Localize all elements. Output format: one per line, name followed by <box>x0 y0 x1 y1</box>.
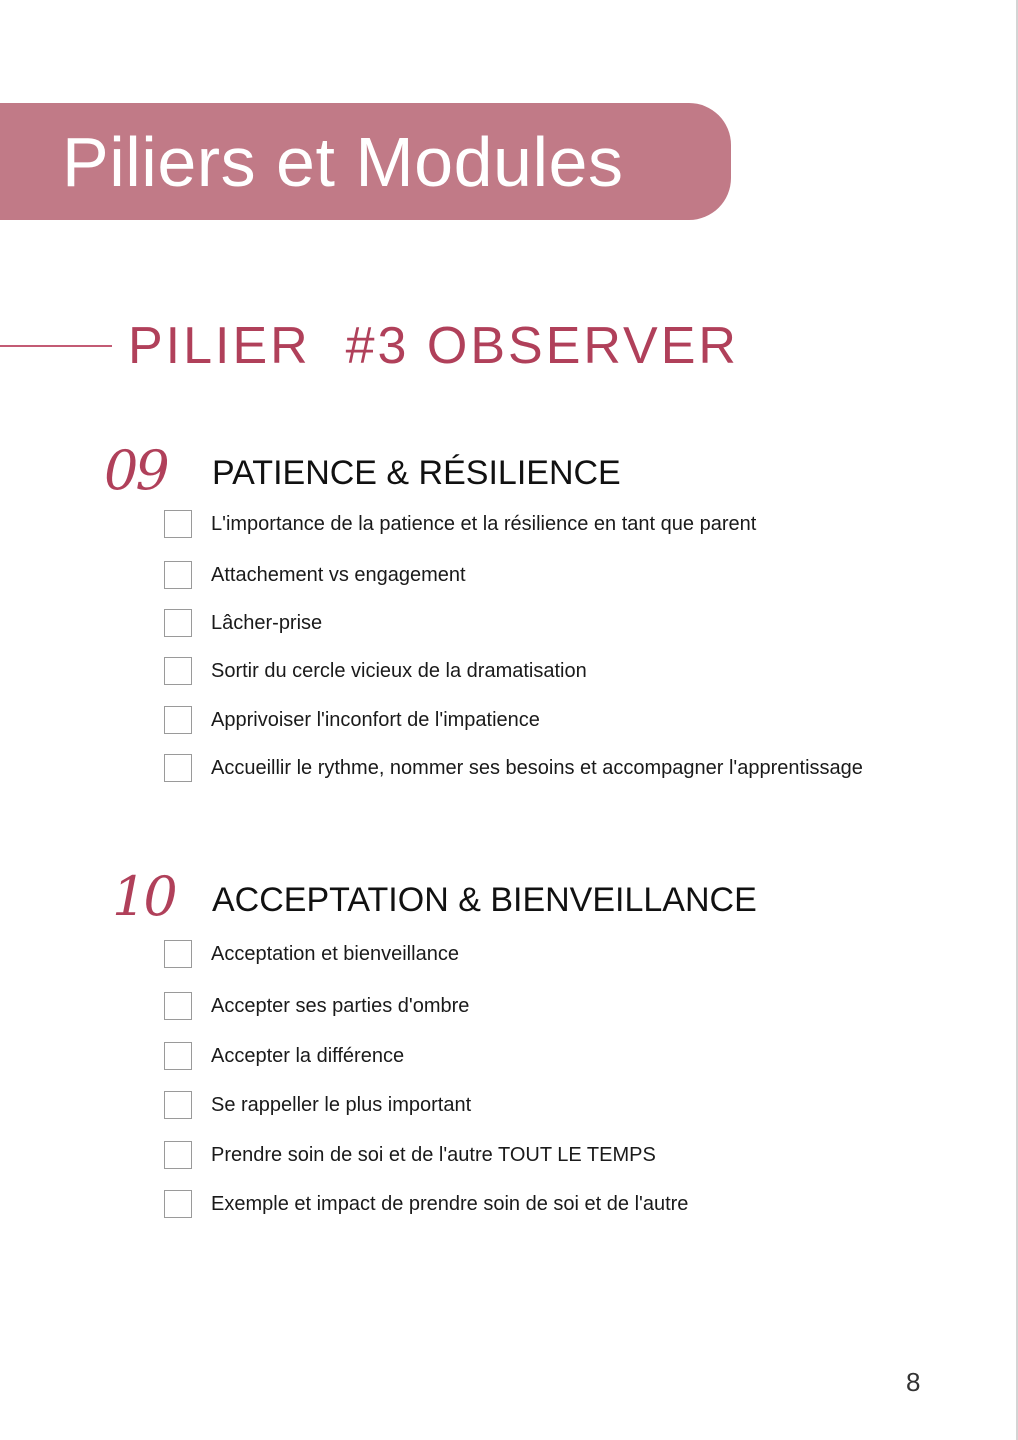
checklist-item[interactable] <box>164 509 756 539</box>
module-title: PATIENCE & RÉSILIENCE <box>212 454 621 492</box>
module-title: ACCEPTATION & BIENVEILLANCE <box>212 881 757 919</box>
checklist-item[interactable] <box>164 705 540 735</box>
checkbox[interactable] <box>164 706 192 734</box>
checkbox[interactable] <box>164 561 192 589</box>
checklist-item-label: Lâcher-prise <box>211 612 323 634</box>
checklist-item[interactable] <box>164 1041 404 1071</box>
checklist-item-label: Se rappeller le plus important <box>211 1094 472 1116</box>
checklist-item-label: Accepter ses parties d'ombre <box>211 995 470 1017</box>
checklist-item[interactable] <box>164 608 322 638</box>
checklist-item[interactable] <box>164 656 587 686</box>
checkbox[interactable] <box>164 510 192 538</box>
checkbox[interactable] <box>164 940 192 968</box>
page-number: 8 <box>906 1367 921 1397</box>
checklist-item-label: Sortir du cercle vicieux de la dramatisation <box>211 660 587 682</box>
checklist-item-label: Accepter la différence <box>211 1045 405 1067</box>
checklist-item[interactable] <box>164 753 863 783</box>
checkbox[interactable] <box>164 1091 192 1119</box>
checkbox[interactable] <box>164 1190 192 1218</box>
checkbox[interactable] <box>164 1141 192 1169</box>
checklist-item-label: Accueillir le rythme, nommer ses besoins et accompagner l'apprentissage <box>211 757 863 779</box>
checklist-item-label: Prendre soin de soi et de l'autre TOUT LE TEMPS <box>211 1144 656 1166</box>
checkbox[interactable] <box>164 754 192 782</box>
checklist-item-label: Apprivoiser l'inconfort de l'impatience <box>211 709 540 731</box>
checklist-item[interactable] <box>164 560 466 590</box>
checkbox[interactable] <box>164 609 192 637</box>
checklist-item-label: Attachement vs engagement <box>211 564 466 586</box>
checkbox[interactable] <box>164 657 192 685</box>
checklist-item[interactable] <box>164 1140 656 1170</box>
checklist-item[interactable] <box>164 991 469 1021</box>
module-number: 09 <box>104 439 167 502</box>
page-title: Piliers et Modules <box>62 122 624 201</box>
checklist-item[interactable] <box>164 1189 688 1219</box>
checkbox[interactable] <box>164 1042 192 1070</box>
checkbox[interactable] <box>164 992 192 1020</box>
title-banner <box>0 103 731 220</box>
checklist-item[interactable] <box>164 939 459 969</box>
checklist-item-label: L'importance de la patience et la résilience en tant que parent <box>211 513 757 535</box>
pilier-heading: PILIER #3 OBSERVER <box>128 317 739 375</box>
checklist-item[interactable] <box>164 1090 471 1120</box>
checklist-item-label: Exemple et impact de prendre soin de soi et de l'autre <box>211 1193 689 1215</box>
pilier-divider-line <box>0 345 112 347</box>
module-number: 10 <box>112 865 175 928</box>
checklist-item-label: Acceptation et bienveillance <box>211 943 459 965</box>
